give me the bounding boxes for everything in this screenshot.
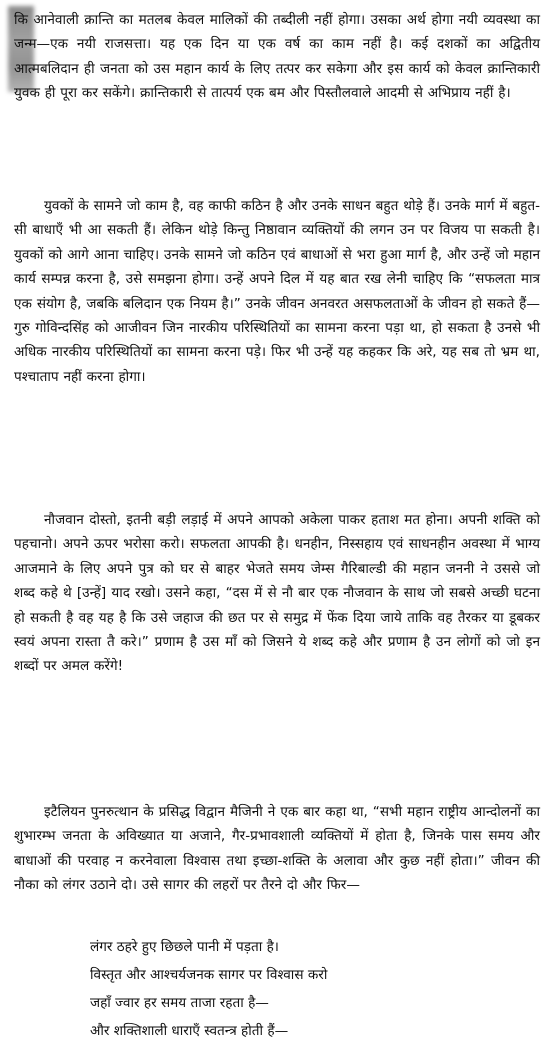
verse-line-2: विस्तृत और आश्चर्यजनक सागर पर विश्वास करो — [90, 967, 328, 983]
paragraph-4: इटैलियन पुनरुत्थान के प्रसिद्ध विद्वान मैजिनी ने एक बार कहा था, “सभी महान राष्ट्रीय आन्दोलनों का शुभारम्भ जनता के अविख्यात या अजाने, गैर-प्रभावशाली व्यक्तियों में होता है, जिनके पास समय और बाधाओं की परवाह न करनेवाला विश्वास तथा इच्छा-शक्ति के अलावा और कुछ नहीं होता।” जीवन की नौका को लंगर उठाने दो। उसे सागर की लहरों पर तैरने दो और फिर— — [14, 804, 540, 894]
verse-line-3: जहाँ ज्वार हर समय ताजा रहता है— — [90, 995, 269, 1011]
verse-block — [90, 933, 530, 1045]
verse-line-4: और शक्तिशाली धाराएँ स्वतन्त्र होती हैं— — [90, 1023, 289, 1039]
verse-line-1: लंगर ठहरे हुए छिछले पानी में पड़ता है। — [90, 939, 279, 955]
paragraph-3: नौजवान दोस्तो, इतनी बड़ी लड़ाई में अपने आपको अकेला पाकर हताश मत होना। अपनी शक्ति को पहचानो। अपने ऊपर भरोसा करो। सफलता आपकी है। धनहीन, निस्सहाय एवं साधनहीन अवस्था में भाग्य आजमाने के लिए अपने पुत्र को घर से बाहर भेजते समय जेम्स गैरिबाल्डी की महान जननी ने उससे जो शब्द कहे थे [उन्हें] याद रखो। उसने कहा, “दस में से नौ बार एक नौजवान के साथ जो सबसे अच्छी घटना हो सकती है वह यह है कि उसे जहाज की छत पर से समुद्र में फेंक दिया जाये ताकि वह तैरकर या डूबकर स्वयं अपना रास्ता तै करे।” प्रणाम है उस माँ को जिसने ये शब्द कहे और प्रणाम है उन लोगों को जो इन शब्दों पर अमल करेंगे! — [14, 512, 540, 675]
paragraph-1: कि आनेवाली क्रान्ति का मतलब केवल मालिकों की तब्दीली नहीं होगा। उसका अर्थ होगा नयी व्यवस्था का जन्म—एक नयी राजसत्ता। यह एक दिन या एक वर्ष का काम नहीं है। कई दशकों का अद्वितीय आत्मबलिदान ही जनता को उस महान कार्य के लिए तत्पर कर सकेगा और इस कार्य को केवल क्रान्तिकारी युवक ही पूरा कर सकेंगे। क्रान्तिकारी से तात्पर्य एक बम और पिस्तौलवाले आदमी से अभिप्राय नहीं है। — [14, 12, 540, 102]
paragraph-2: युवकों के सामने जो काम है, वह काफी कठिन है और उनके साधन बहुत थोड़े हैं। उनके मार्ग में बहुत-सी बाधाएँ भी आ सकती हैं। लेकिन थोड़े किन्तु निष्ठावान व्यक्तियों की लगन उन पर विजय पा सकती है। युवकों को आगे आना चाहिए। उनके सामने जो कठिन एवं बाधाओं से भरा हुआ मार्ग है, और उन्हें जो महान कार्य सम्पन्न करना है, उसे समझना होगा। उन्हें अपने दिल में यह बात रख लेनी चाहिए कि “सफलता मात्र एक संयोग है, जबकि बलिदान एक नियम है।” उनके जीवन अनवरत असफलताओं के जीवन हो सकते हैं—गुरु गोविन्दसिंह को आजीवन जिन नारकीय परिस्थितियों का सामना करना पड़ा था, हो सकता है उनसे भी अधिक नारकीय परिस्थितियों का सामना करना पड़े। फिर भी उन्हें यह कहकर कि अरे, यह सब तो भ्रम था, पश्चाताप नहीं करना होगा। — [14, 198, 541, 385]
